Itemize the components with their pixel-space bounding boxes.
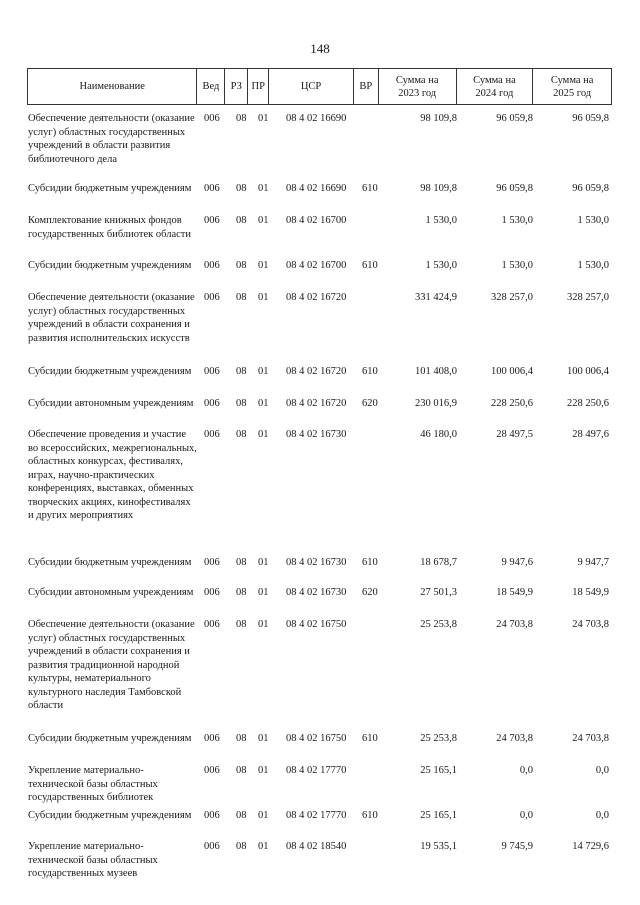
row-sum-2024: 1 530,0 [501, 260, 533, 271]
header-rz: РЗ [225, 69, 248, 104]
row-vr: 610 [362, 366, 378, 377]
row-vr: 610 [362, 810, 378, 821]
row-ved: 006 [204, 733, 220, 744]
row-rz: 08 [236, 557, 247, 568]
row-sum-2025: 24 703,8 [572, 619, 609, 630]
row-sum-2023: 27 501,3 [420, 587, 457, 598]
header-csr: ЦСР [269, 69, 354, 104]
row-vr: 620 [362, 398, 378, 409]
row-pr: 01 [258, 765, 269, 776]
row-pr: 01 [258, 429, 269, 440]
row-ved: 006 [204, 619, 220, 630]
row-sum-2025: 96 059,8 [572, 183, 609, 194]
row-rz: 08 [236, 765, 247, 776]
row-sum-2023: 101 408,0 [415, 366, 457, 377]
row-rz: 08 [236, 429, 247, 440]
row-rz: 08 [236, 733, 247, 744]
row-sum-2025: 1 530,0 [577, 215, 609, 226]
row-name: Обеспечение деятельности (оказание услуг) областных государственных учреждений в области сохранения и развития традиционной народной культуры, нематериального культурного наследия Тамбовской области [28, 619, 195, 711]
row-ved: 006 [204, 215, 220, 226]
row-ved: 006 [204, 113, 220, 124]
row-rz: 08 [236, 398, 247, 409]
row-name: Укрепление материально-технической базы областных государственных музеев [28, 841, 158, 879]
row-sum-2024: 96 059,8 [496, 113, 533, 124]
row-sum-2024: 0,0 [519, 765, 533, 776]
row-sum-2025: 1 530,0 [577, 260, 609, 271]
row-vr: 610 [362, 260, 378, 271]
row-pr: 01 [258, 557, 269, 568]
row-sum-2023: 331 424,9 [415, 292, 457, 303]
row-sum-2023: 1 530,0 [425, 215, 457, 226]
row-sum-2025: 100 006,4 [567, 366, 609, 377]
row-rz: 08 [236, 183, 247, 194]
row-csr: 08 4 02 17770 [286, 810, 347, 821]
row-csr: 08 4 02 16720 [286, 398, 347, 409]
row-name: Субсидии автономным учреждениям [28, 398, 194, 409]
row-sum-2024: 9 745,9 [501, 841, 533, 852]
row-rz: 08 [236, 587, 247, 598]
row-sum-2025: 18 549,9 [572, 587, 609, 598]
row-sum-2023: 98 109,8 [420, 113, 457, 124]
row-vr: 610 [362, 183, 378, 194]
row-sum-2024: 24 703,8 [496, 733, 533, 744]
row-csr: 08 4 02 16700 [286, 260, 347, 271]
row-sum-2024: 228 250,6 [491, 398, 533, 409]
row-rz: 08 [236, 841, 247, 852]
row-rz: 08 [236, 260, 247, 271]
row-ved: 006 [204, 841, 220, 852]
row-csr: 08 4 02 16750 [286, 733, 347, 744]
row-sum-2024: 100 006,4 [491, 366, 533, 377]
row-csr: 08 4 02 16700 [286, 215, 347, 226]
row-pr: 01 [258, 260, 269, 271]
row-rz: 08 [236, 292, 247, 303]
row-csr: 08 4 02 16690 [286, 183, 347, 194]
row-csr: 08 4 02 17770 [286, 765, 347, 776]
row-ved: 006 [204, 292, 220, 303]
row-ved: 006 [204, 366, 220, 377]
row-sum-2023: 18 678,7 [420, 557, 457, 568]
row-sum-2025: 0,0 [595, 810, 609, 821]
row-rz: 08 [236, 619, 247, 630]
row-sum-2024: 24 703,8 [496, 619, 533, 630]
row-ved: 006 [204, 183, 220, 194]
row-ved: 006 [204, 810, 220, 821]
row-sum-2025: 24 703,8 [572, 733, 609, 744]
row-pr: 01 [258, 215, 269, 226]
row-name: Субсидии автономным учреждениям [28, 587, 194, 598]
header-sum-2023: Сумма на 2023 год [379, 69, 457, 104]
page-number: 148 [310, 41, 330, 56]
row-name: Субсидии бюджетным учреждениям [28, 733, 192, 744]
row-name: Субсидии бюджетным учреждениям [28, 366, 192, 377]
row-name: Обеспечение деятельности (оказание услуг) областных государственных учреждений в области развития библиотечного дела [28, 113, 195, 165]
row-rz: 08 [236, 366, 247, 377]
row-sum-2024: 18 549,9 [496, 587, 533, 598]
row-name: Комплектование книжных фондов государственных библиотек области [28, 215, 191, 240]
row-ved: 006 [204, 429, 220, 440]
row-sum-2024: 0,0 [519, 810, 533, 821]
header-pr: ПР [248, 69, 269, 104]
row-pr: 01 [258, 587, 269, 598]
row-pr: 01 [258, 841, 269, 852]
row-sum-2024: 9 947,6 [501, 557, 533, 568]
row-sum-2025: 0,0 [595, 765, 609, 776]
row-sum-2023: 1 530,0 [425, 260, 457, 271]
row-pr: 01 [258, 366, 269, 377]
row-pr: 01 [258, 733, 269, 744]
row-sum-2024: 1 530,0 [501, 215, 533, 226]
row-sum-2023: 98 109,8 [420, 183, 457, 194]
row-sum-2023: 230 016,9 [415, 398, 457, 409]
row-sum-2023: 25 253,8 [420, 619, 457, 630]
row-rz: 08 [236, 810, 247, 821]
row-sum-2025: 14 729,6 [572, 841, 609, 852]
header-sum-2024: Сумма на 2024 год [457, 69, 534, 104]
row-vr: 620 [362, 587, 378, 598]
row-sum-2025: 228 250,6 [567, 398, 609, 409]
row-sum-2025: 9 947,7 [577, 557, 609, 568]
row-name: Укрепление материально-технической базы областных государственных библиотек [28, 765, 158, 803]
row-ved: 006 [204, 765, 220, 776]
row-sum-2024: 96 059,8 [496, 183, 533, 194]
row-pr: 01 [258, 292, 269, 303]
row-csr: 08 4 02 16730 [286, 587, 347, 598]
row-vr: 610 [362, 733, 378, 744]
row-rz: 08 [236, 113, 247, 124]
row-name: Обеспечение проведения и участие во всероссийских, межрегиональных, областных конкурсах, фестивалях, играх, научно-практических конференциях, выставках, обменных творческих акциях, кинофестивалях и других мероприятиях [28, 429, 197, 521]
row-name: Субсидии бюджетным учреждениям [28, 260, 192, 271]
row-sum-2025: 28 497,6 [572, 429, 609, 440]
row-sum-2023: 19 535,1 [420, 841, 457, 852]
row-sum-2023: 25 165,1 [420, 765, 457, 776]
row-sum-2023: 25 253,8 [420, 733, 457, 744]
row-pr: 01 [258, 113, 269, 124]
row-sum-2025: 328 257,0 [567, 292, 609, 303]
row-csr: 08 4 02 16690 [286, 113, 347, 124]
row-name: Субсидии бюджетным учреждениям [28, 557, 192, 568]
header-sum-2025: Сумма на 2025 год [550, 74, 594, 99]
row-vr: 610 [362, 557, 378, 568]
row-ved: 006 [204, 587, 220, 598]
row-csr: 08 4 02 18540 [286, 841, 347, 852]
header-name: Наименование [28, 69, 197, 104]
row-sum-2023: 25 165,1 [420, 810, 457, 821]
row-pr: 01 [258, 398, 269, 409]
row-name: Обеспечение деятельности (оказание услуг) областных государственных учреждений в области сохранения и развития исполнительских искусств [28, 292, 195, 344]
row-ved: 006 [204, 398, 220, 409]
table-header [27, 68, 612, 105]
row-pr: 01 [258, 183, 269, 194]
header-vr: ВР [354, 69, 379, 104]
row-csr: 08 4 02 16750 [286, 619, 347, 630]
row-pr: 01 [258, 619, 269, 630]
row-sum-2023: 46 180,0 [420, 429, 457, 440]
header-ved: Вед [197, 69, 225, 104]
row-sum-2024: 328 257,0 [491, 292, 533, 303]
row-pr: 01 [258, 810, 269, 821]
row-csr: 08 4 02 16720 [286, 292, 347, 303]
row-csr: 08 4 02 16720 [286, 366, 347, 377]
row-csr: 08 4 02 16730 [286, 429, 347, 440]
row-ved: 006 [204, 260, 220, 271]
row-sum-2024: 28 497,5 [496, 429, 533, 440]
row-csr: 08 4 02 16730 [286, 557, 347, 568]
row-name: Субсидии бюджетным учреждениям [28, 810, 192, 821]
row-name: Субсидии бюджетным учреждениям [28, 183, 192, 194]
row-sum-2025: 96 059,8 [572, 113, 609, 124]
row-rz: 08 [236, 215, 247, 226]
row-ved: 006 [204, 557, 220, 568]
